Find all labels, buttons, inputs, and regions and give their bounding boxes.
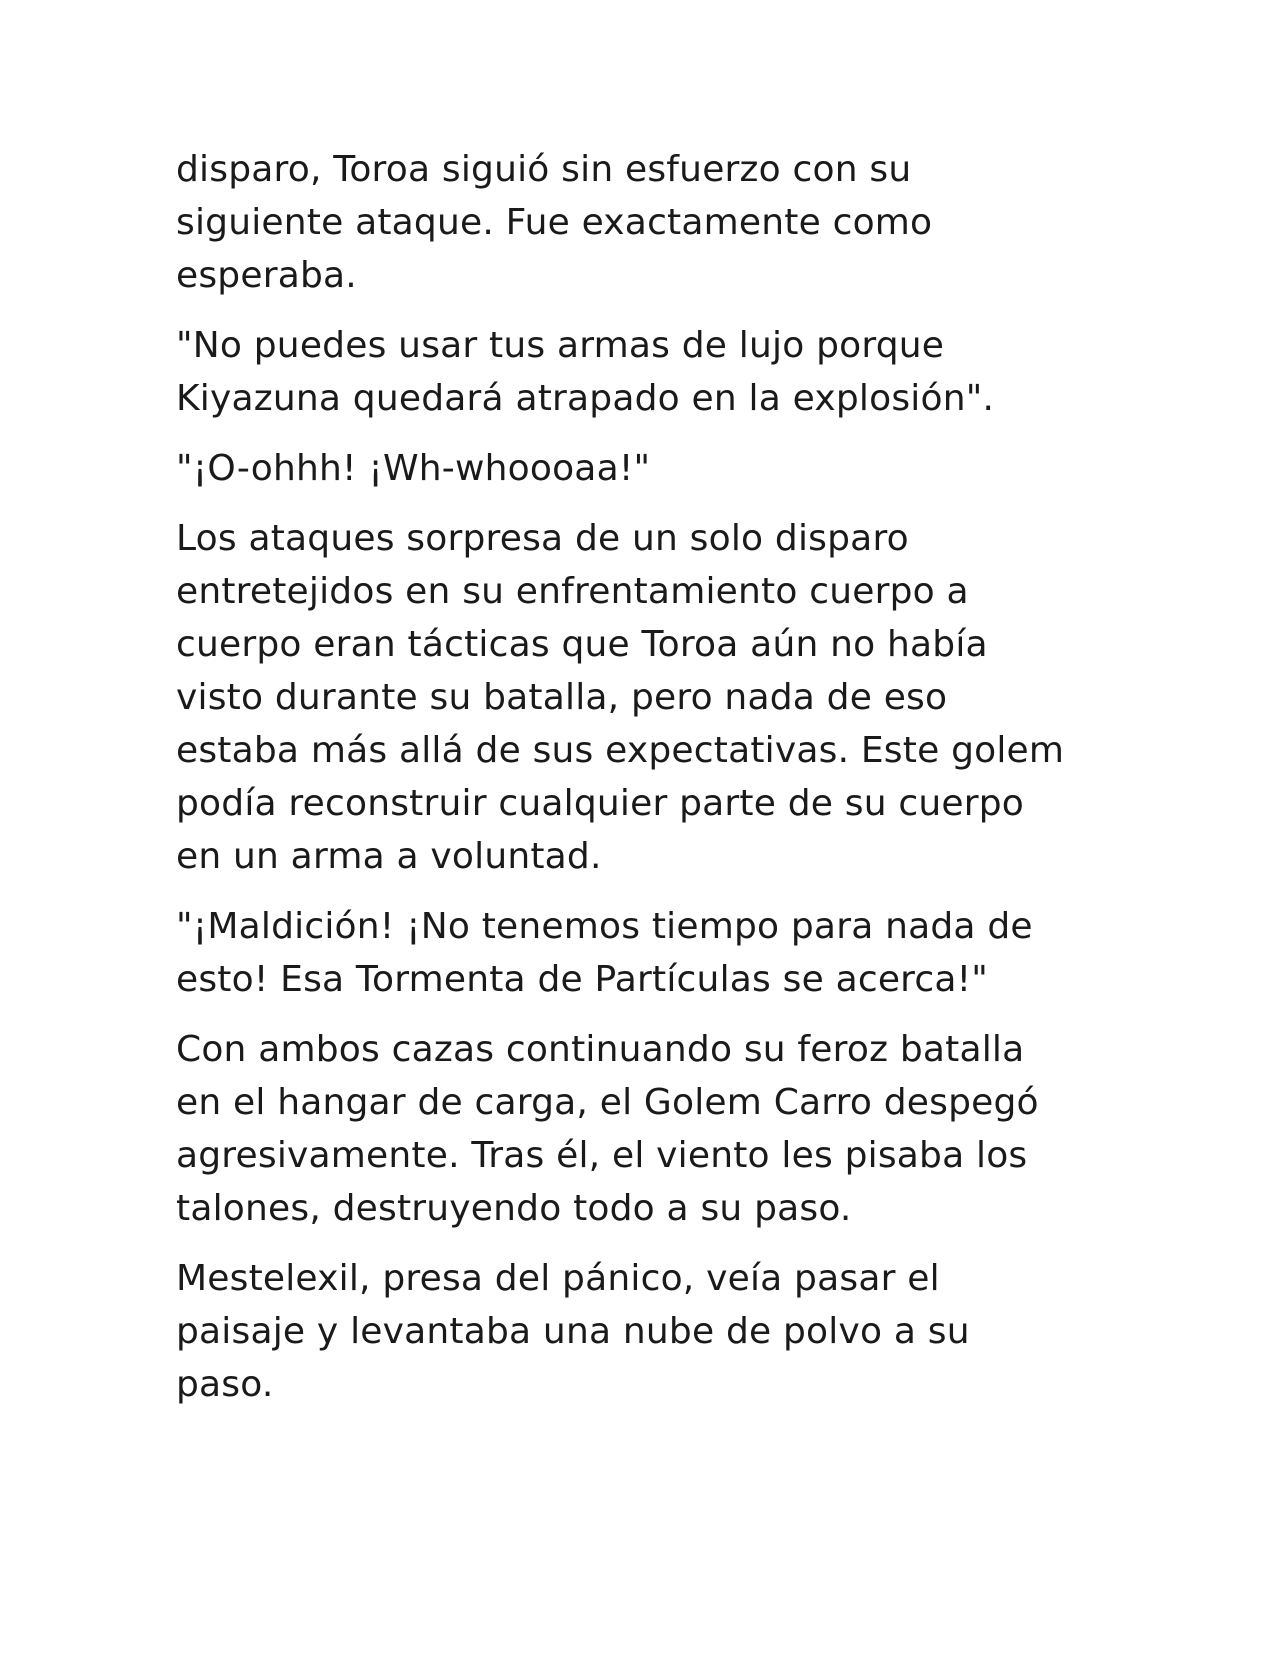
text-line: disparo, Toroa siguió sin esfuerzo con su xyxy=(176,149,912,190)
text-line: talones, destruyendo todo a su paso. xyxy=(176,1188,852,1229)
text-line: siguiente ataque. Fue exactamente como xyxy=(176,202,933,243)
text-line: estaba más allá de sus expectativas. Este golem xyxy=(176,730,1065,771)
text-line: Los ataques sorpresa de un solo disparo xyxy=(176,518,909,559)
paragraph xyxy=(176,319,1116,425)
text-line: "¡O-ohhh! ¡Wh-whoooaa!" xyxy=(176,448,651,489)
text-line: "¡Maldición! ¡No tenemos tiempo para nada de xyxy=(176,906,1033,947)
text-line: Mestelexil, presa del pánico, veía pasar el xyxy=(176,1258,940,1299)
text-line: entretejidos en su enfrentamiento cuerpo a xyxy=(176,571,969,612)
paragraph xyxy=(176,512,1116,883)
paragraph xyxy=(176,442,1116,495)
paragraph xyxy=(176,1023,1116,1235)
text-line: paso. xyxy=(176,1364,274,1405)
text-line: cuerpo eran tácticas que Toroa aún no había xyxy=(176,624,988,665)
text-line: paisaje y levantaba una nube de polvo a su xyxy=(176,1311,970,1352)
text-line: esperaba. xyxy=(176,255,357,296)
text-line: podía reconstruir cualquier parte de su cuerpo xyxy=(176,783,1025,824)
paragraph xyxy=(176,143,1116,302)
text-line: agresivamente. Tras él, el viento les pisaba los xyxy=(176,1135,1028,1176)
text-line: "No puedes usar tus armas de lujo porque xyxy=(176,325,945,366)
text-line: en un arma a voluntad. xyxy=(176,836,602,877)
text-line: esto! Esa Tormenta de Partículas se acerca!" xyxy=(176,959,989,1000)
paragraph xyxy=(176,1252,1116,1411)
text-line: en el hangar de carga, el Golem Carro despegó xyxy=(176,1082,1039,1123)
text-line: Con ambos cazas continuando su feroz batalla xyxy=(176,1029,1025,1070)
body-text xyxy=(176,143,1116,1428)
text-line: visto durante su batalla, pero nada de eso xyxy=(176,677,948,718)
text-line: Kiyazuna quedará atrapado en la explosión". xyxy=(176,378,995,419)
paragraph xyxy=(176,900,1116,1006)
